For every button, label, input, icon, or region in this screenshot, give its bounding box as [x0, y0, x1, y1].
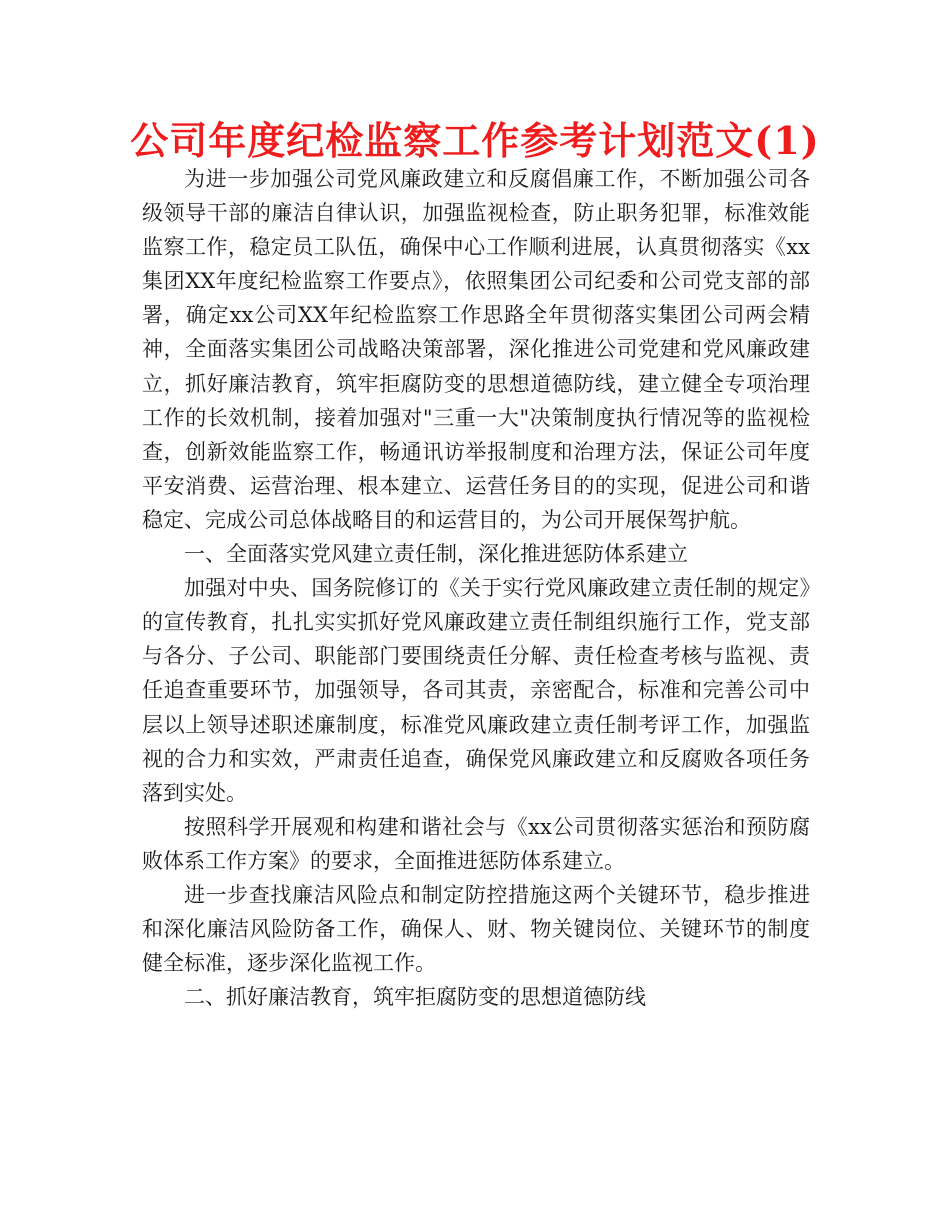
document-title: 公司年度纪检监察工作参考计划范文(1)	[130, 118, 820, 163]
document-body	[142, 162, 810, 1014]
section-heading-1: 一、全面落实党风建立责任制，深化推进惩防体系建立	[184, 542, 688, 567]
paragraph-intro: 为进一步加强公司党风廉政建立和反腐倡廉工作，不断加强公司各级领导干部的廉洁自律认识，加强监视检查，防止职务犯罪，标准效能监察工作，稳定员工队伍，确保中心工作顺利进展，认真贯彻落实《xx集团XX年度纪检监察工作要点》，依照集团公司纪委和公司党支部的部署，确定xx公司XX年纪检监察工作思路全年贯彻落实集团公司两会精神，全面落实集团公司战略决策部署，深化推进公司党建和党风廉政建立，抓好廉洁教育，筑牢拒腐防变的思想道德防线，建立健全专项治理工作的长效机制，接着加强对"三重一大"决策制度执行情况等的监视检查，创新效能监察工作，畅通讯访举报制度和治理方法，保证公司年度平安消费、运营治理、根本建立、运营任务目的的实现，促进公司和谐稳定、完成公司总体战略目的和运营目的，为公司开展保驾护航。	[142, 167, 810, 532]
section-heading-2: 二、抓好廉洁教育，筑牢拒腐防变的思想道德防线	[184, 985, 646, 1010]
paragraph-prevention-system: 按照科学开展观和构建和谐社会与《xx公司贯彻落实惩治和预防腐败体系工作方案》的要求，全面推进惩防体系建立。	[142, 814, 810, 873]
paragraph-risk-control: 进一步查找廉洁风险点和制定防控措施这两个关键环节，稳步推进和深化廉洁风险防备工作，确保人、财、物关键岗位、关键环节的制度健全标准，逐步深化监视工作。	[142, 882, 810, 976]
paragraph-responsibility: 加强对中央、国务院修订的《关于实行党风廉政建立责任制的规定》的宣传教育，扎扎实实抓好党风廉政建立责任制组织施行工作，党支部与各分、子公司、职能部门要围绕责任分解、责任检查考核与监视、责任追查重要环节，加强领导，各司其责，亲密配合，标准和完善公司中层以上领导述职述廉制度，标准党风廉政建立责任制考评工作，加强监视的合力和实效，严肃责任追查，确保党风廉政建立和反腐败各项任务落到实处。	[142, 576, 810, 805]
